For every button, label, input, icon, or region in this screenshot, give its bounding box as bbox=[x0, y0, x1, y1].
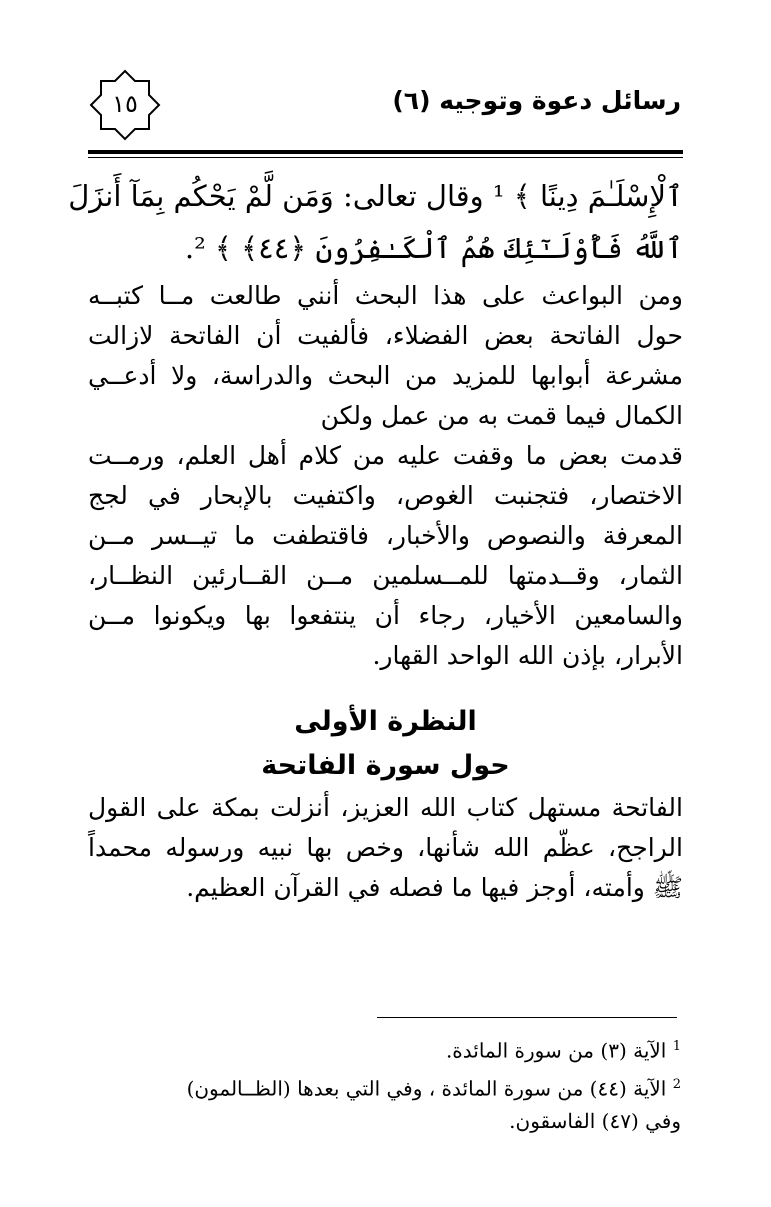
paragraph-line: والسامعين الأخيار، رجاء أن ينتفعوا بها ويكونوا مــن bbox=[88, 601, 683, 630]
verse-line-2: ٱللَّهُ فَأُوْلَـٰٓئِكَ هُمُ ٱلْكَـٰفِرُونَ ﴿٤٤﴾ ﴾ ². bbox=[184, 231, 683, 265]
paragraph-fatiha bbox=[88, 788, 683, 908]
page-number: ١٥ bbox=[112, 90, 138, 118]
footnote-2 bbox=[88, 1068, 681, 1106]
paragraph-line: المعرفة والنصوص والأخبار، فاقتطفت ما تيــسر مــن bbox=[88, 521, 683, 550]
section-subheading: حول سورة الفاتحة bbox=[261, 750, 510, 781]
paragraph-method bbox=[88, 436, 683, 676]
verse-line-1: ٱلْإِسْلَـٰمَ دِينًا ﴾ ¹ وقال تعالى: وَمَن لَّمْ يَحْكُم بِمَآ أَنزَلَ bbox=[68, 179, 683, 213]
footnote-text: وفي (٤٧) الفاسقون. bbox=[509, 1109, 681, 1134]
paragraph-line: الكمال فيما قمت به من عمل ولكن bbox=[320, 401, 683, 430]
footnote-text: الآية (٤٤) من سورة المائدة ، وفي التي بعدها (الظــالمون) bbox=[186, 1076, 667, 1101]
paragraph-line: قدمت بعض ما وقفت عليه من كلام أهل العلم، ورمــت bbox=[88, 441, 683, 470]
section-heading: النظرة الأولى bbox=[294, 706, 477, 737]
footnote-marker: 1 bbox=[672, 1039, 681, 1054]
paragraph-motivation bbox=[88, 276, 683, 436]
paragraph-line: ﷺ وأمته، أوجز فيها ما فصله في القرآن العظيم. bbox=[186, 873, 683, 902]
paragraph-line: الأبرار، بإذن الله الواحد القهار. bbox=[372, 641, 683, 670]
footnote-separator bbox=[377, 1017, 677, 1018]
paragraph-line: مشرعة أبوابها للمزيد من البحث والدراسة، ولا أدعــي bbox=[88, 361, 683, 390]
header-rule-thick bbox=[88, 150, 683, 154]
page-number-badge bbox=[88, 68, 162, 142]
paragraph-line: الثمار، وقــدمتها للمــسلمين مــن القــارئين النظــار، bbox=[88, 561, 683, 590]
footnotes bbox=[88, 1030, 681, 1138]
header-rule-thin bbox=[88, 157, 683, 158]
footnote-marker: 2 bbox=[672, 1076, 681, 1092]
paragraph-line: الراجح، عظّم الله شأنها، وخص بها نبيه ورسوله محمداً bbox=[88, 833, 683, 862]
paragraph-line: الفاتحة مستهل كتاب الله العزيز، أنزلت بمكة على القول bbox=[88, 793, 683, 822]
paragraph-line: ومن البواعث على هذا البحث أنني طالعت مــا كتبــه bbox=[88, 281, 683, 310]
footnote-text: الآية (٣) من سورة المائدة. bbox=[445, 1038, 667, 1063]
paragraph-line: الاختصار، فتجنبت الغوص، واكتفيت بالإبحار في لجج bbox=[88, 481, 683, 510]
footnote-1 bbox=[88, 1030, 681, 1068]
main-text bbox=[68, 170, 683, 908]
page-header bbox=[88, 68, 683, 158]
footnote-2-continued bbox=[88, 1105, 681, 1138]
running-title: رسائل دعوة وتوجيه (٦) bbox=[392, 86, 681, 115]
paragraph-line: حول الفاتحة بعض الفضلاء، فألفيت أن الفاتحة لازالت bbox=[88, 321, 683, 350]
